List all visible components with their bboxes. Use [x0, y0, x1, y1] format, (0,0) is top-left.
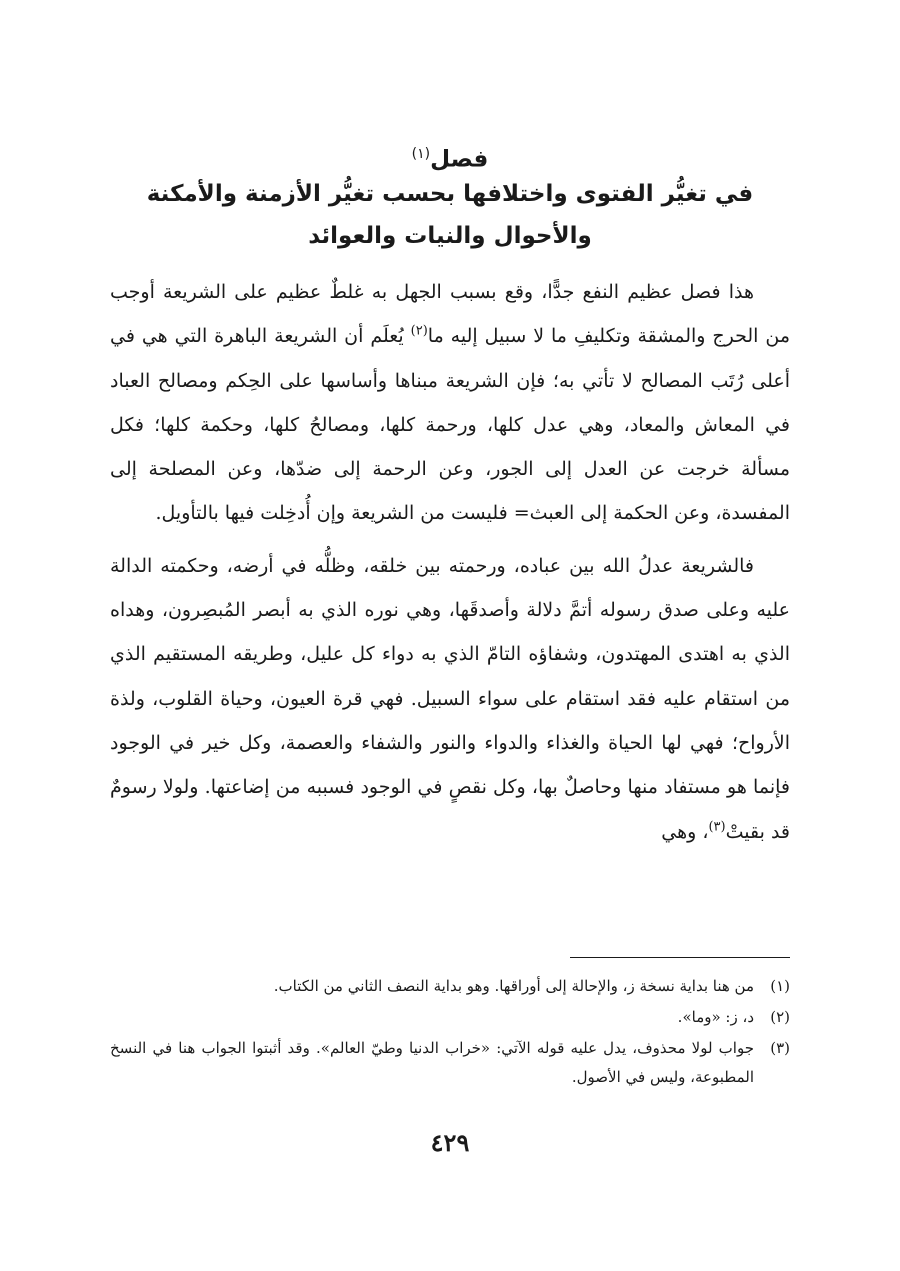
paragraph-2-part-2: ، وهي [661, 820, 709, 843]
footnote-1-number: (١) [770, 977, 790, 995]
footnote-divider [570, 957, 790, 958]
footnote-ref-2[interactable]: (٢) [410, 323, 428, 339]
footnote-3-text: جواب لولا محذوف، يدل عليه قوله الآتي: «خراب الدنيا وطيّ العالم». وقد أثبتوا الجواب هنا في النسخ المطبوعة، وليس في الأصول. [110, 1039, 754, 1086]
footnote-2-number: (٢) [770, 1008, 790, 1026]
section-footnote-ref[interactable]: (١) [411, 146, 431, 162]
section-label [110, 137, 790, 177]
footnote-3 [110, 1034, 790, 1092]
paragraph-2 [110, 544, 790, 854]
footnotes [110, 972, 790, 1094]
footnote-2-text: د، ز: «وما». [677, 1008, 754, 1026]
paragraph-1-part-1: هذا فصل عظيم النفع جدًّا، وقع بسبب الجهل به غلطٌ عظيم على الشريعة أوجب من الحرج والمشقة وتكليفِ ما لا سبيل إليه ما [110, 281, 790, 348]
chapter-title-line-2: والأحوال والنيات والعوائد [308, 223, 592, 249]
paragraph-1-part-2: يُعلَم أن الشريعة الباهرة التي هي في أعلى رُتَب المصالح لا تأتي به؛ فإن الشريعة مبناها وأساسها على الحِكم ومصالح العباد في المعاش والمعاد، وهي عدل كلها، ورحمة كلها، ومصالحُ كلها، وحكمة كلها؛ فكل مسألة خرجت عن العدل إلى الجور، وعن الرحمة إلى ضدّها، وعن المصلحة إلى المفسدة، وعن الحكمة إلى العبث= فليست من الشريعة وإن أُدخِلت فيها بالتأويل. [110, 325, 790, 525]
footnote-ref-3[interactable]: (٣) [708, 819, 726, 835]
chapter-title-line-1: في تغيُّر الفتوى واختلافها بحسب تغيُّر الأزمنة والأمكنة [146, 181, 754, 207]
footnote-3-number: (٣) [770, 1039, 790, 1057]
main-text [110, 270, 790, 862]
footnote-2 [110, 1003, 790, 1032]
section-label-text: فصل [430, 146, 489, 173]
book-page [110, 0, 790, 1271]
footnote-1-text: من هنا بداية نسخة ز، والإحالة إلى أوراقها. وهو بداية النصف الثاني من الكتاب. [273, 977, 754, 995]
footnote-1 [110, 972, 790, 1001]
paragraph-2-part-1: فالشريعة عدلُ الله بين عباده، ورحمته بين خلقه، وظلُّه في أرضه، وحكمته الدالة عليه وعلى صدق رسوله أتمَّ دلالة وأصدقَها، وهي نوره الذي به أبصر المُبصِرون، وهداه الذي به اهتدى المهتدون، وشفاؤه التامّ الذي به دواء كل عليل، وطريقه المستقيم الذي من استقام عليه فقد استقام على سواء السبيل. فهي قرة العيون، وحياة القلوب، ولذة الأرواح؛ فهي لها الحياة والغذاء والدواء والنور والشفاء والعصمة، وكل خير في الوجود فإنما هو مستفاد منها وحاصلٌ بها، وكل نقصٍ في الوجود فسببه من إضاعتها. ولولا رسومٌ قد بقيتْ [110, 554, 790, 843]
paragraph-1 [110, 270, 790, 536]
page-number: ٤٢٩ [430, 1128, 470, 1157]
